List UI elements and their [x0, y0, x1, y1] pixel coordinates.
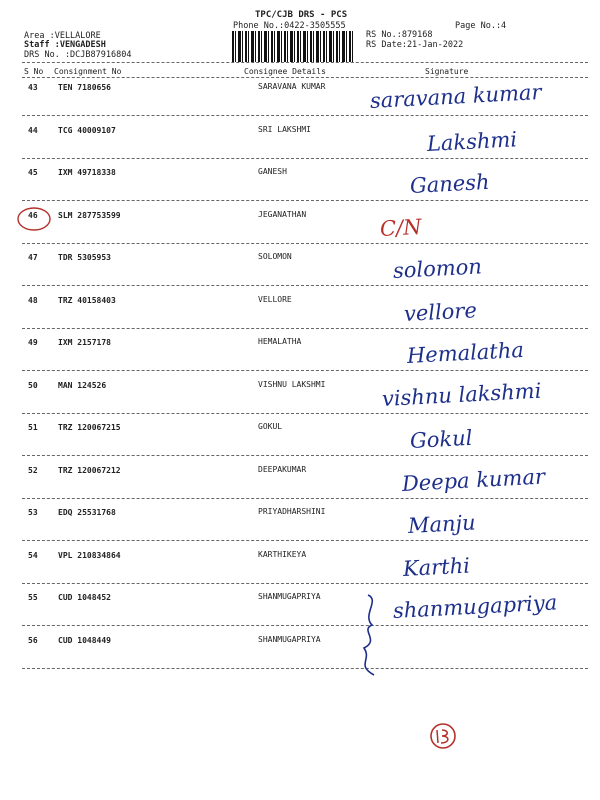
signature-handwriting: Gokul: [409, 425, 473, 453]
row-divider: [22, 413, 588, 414]
red-circle-annotation: [14, 205, 54, 235]
row-sno: 44: [28, 125, 38, 135]
row-consignment: TCG 40009107: [58, 125, 116, 135]
rs-number: RS No.:879168: [366, 30, 433, 40]
row-sno: 53: [28, 508, 38, 517]
row-sno: 54: [28, 550, 38, 560]
signature-handwriting: Lakshmi: [426, 126, 518, 156]
signature-handwriting: vellore: [403, 297, 478, 326]
signature-handwriting: vishnu lakshmi: [381, 378, 542, 411]
barcode-image: [232, 31, 354, 62]
row-sno: 48: [28, 295, 38, 305]
row-consignee: SRI LAKSHMI: [258, 124, 311, 134]
row-sno: 55: [28, 593, 38, 602]
row-consignment: TDR 5305953: [58, 253, 111, 262]
col-sno: S No: [24, 67, 44, 76]
page-number: Page No.:4: [455, 21, 507, 31]
row-divider: [22, 285, 588, 286]
row-sno: 51: [28, 423, 38, 432]
row-consignee: VISHNU LAKSHMI: [258, 379, 326, 389]
row-sno: 52: [28, 465, 38, 475]
row-sno: 46: [28, 210, 38, 220]
row-consignment: EDQ 25531768: [58, 508, 116, 517]
row-consignee: SOLOMON: [258, 252, 292, 261]
row-consignee: KARTHIKEYA: [258, 549, 307, 559]
phone-number: Phone No.:0422-3505555: [233, 21, 346, 31]
signature-handwriting: Ganesh: [409, 169, 491, 198]
row-sno: 56: [28, 635, 38, 645]
row-consignee: DEEPAKUMAR: [258, 464, 307, 474]
row-divider: [22, 200, 588, 201]
row-divider: [22, 583, 588, 584]
signature-handwriting: solomon: [392, 254, 483, 283]
row-consignee: HEMALATHA: [258, 337, 302, 346]
red-stamp-mark: [425, 718, 465, 758]
divider: [22, 77, 588, 78]
row-consignment: IXM 2157178: [58, 338, 111, 347]
signature-handwriting: shanmugapriya: [392, 590, 558, 623]
drs-number: DRS No. :DCJB87916804: [24, 50, 132, 60]
rs-date: RS Date:21-Jan-2022: [366, 40, 464, 50]
area-label: Area :VELLALORE: [24, 31, 101, 41]
row-consignment: CUD 1048449: [58, 635, 111, 645]
row-consignment: SLM 287753599: [58, 210, 121, 220]
row-divider: [22, 370, 588, 371]
signature-handwriting: C/N: [379, 214, 423, 241]
row-consignee: VELLORE: [258, 294, 292, 304]
row-sno: 47: [28, 253, 38, 262]
signature-handwriting: Manju: [407, 510, 477, 538]
bracket-stroke: [350, 590, 390, 680]
row-consignment: TEN 7180656: [58, 83, 111, 92]
row-consignee: SHANMUGAPRIYA: [258, 634, 321, 644]
row-divider: [22, 668, 588, 669]
row-consignment: MAN 124526: [58, 380, 107, 390]
divider: [22, 62, 588, 63]
col-consignment: Consignment No: [54, 67, 122, 76]
row-divider: [22, 455, 588, 456]
row-consignment: TRZ 40158403: [58, 295, 116, 305]
signature-handwriting: Deepa kumar: [401, 464, 546, 496]
row-consignee: PRIYADHARSHINI: [258, 507, 326, 516]
row-sno: 49: [28, 338, 38, 347]
row-divider: [22, 498, 588, 499]
col-signature: Signature: [425, 67, 469, 76]
row-consignment: IXM 49718338: [58, 168, 116, 177]
row-consignee: GOKUL: [258, 422, 283, 431]
row-divider: [22, 243, 588, 244]
signature-handwriting: Karthi: [402, 553, 471, 581]
signature-handwriting: saravana kumar: [369, 80, 543, 113]
staff-label: Staff :VENGADESH: [24, 40, 106, 50]
row-sno: 45: [28, 168, 38, 177]
row-divider: [22, 328, 588, 329]
row-consignment: CUD 1048452: [58, 593, 111, 602]
row-sno: 50: [28, 380, 38, 390]
row-consignee: JEGANATHAN: [258, 209, 307, 219]
row-divider: [22, 158, 588, 159]
row-consignee: SHANMUGAPRIYA: [258, 592, 321, 601]
signature-handwriting: Hemalatha: [406, 337, 525, 368]
row-divider: [22, 115, 588, 116]
row-consignment: TRZ 120067212: [58, 465, 121, 475]
row-consignee: SARAVANA KUMAR: [258, 82, 326, 91]
report-title: TPC/CJB DRS - PCS: [255, 10, 348, 20]
row-consignee: GANESH: [258, 167, 287, 176]
row-divider: [22, 540, 588, 541]
row-consignment: VPL 210834864: [58, 550, 121, 560]
row-consignment: TRZ 120067215: [58, 423, 121, 432]
row-sno: 43: [28, 83, 38, 92]
row-divider: [22, 625, 588, 626]
col-consignee: Consignee Details: [244, 67, 326, 76]
